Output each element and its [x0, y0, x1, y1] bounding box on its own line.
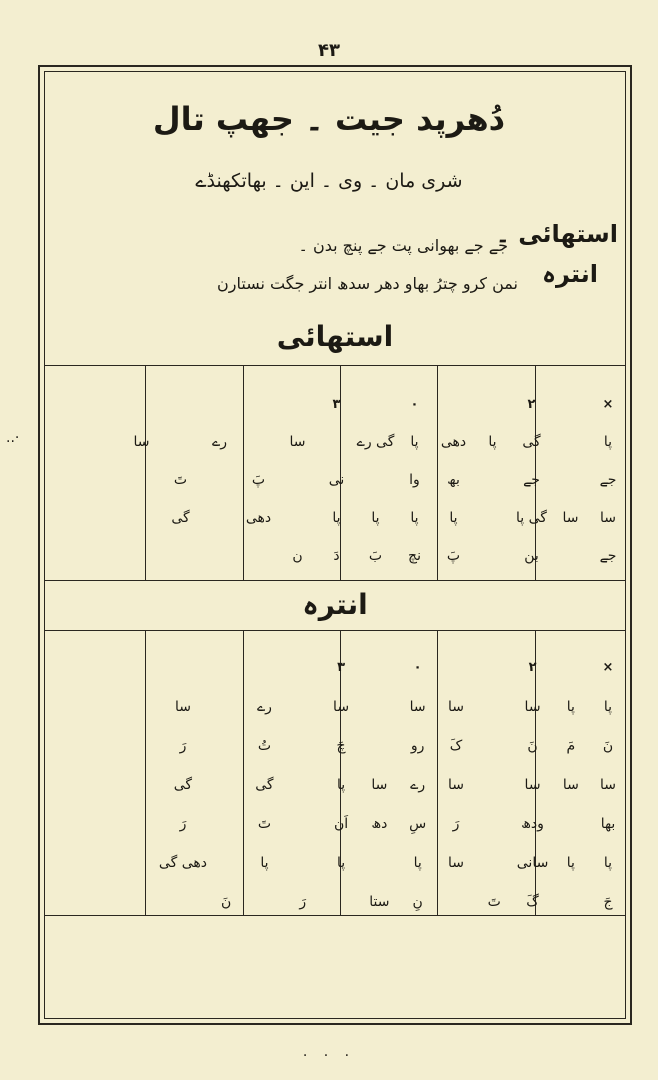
notation-cell: سا	[333, 698, 350, 715]
notation-cell: پا	[603, 434, 613, 450]
notation-cell: دھ	[371, 815, 388, 832]
notation-cell: سا	[174, 698, 191, 715]
beat-marker: ۲	[528, 660, 537, 675]
notation-cell: تَ	[173, 472, 188, 488]
antra-heading: انترہ	[302, 588, 368, 621]
notation-cell: سا	[409, 698, 426, 715]
notation-cell: رَ	[179, 815, 187, 832]
notation-cell: تُ	[257, 737, 272, 754]
notation-cell: پا	[413, 854, 422, 871]
notation-cell: پا	[488, 434, 497, 450]
notation-cell: مَ	[566, 737, 576, 754]
beat-marker: ×	[602, 396, 614, 412]
beat-marker: ×	[602, 660, 614, 675]
notation-cell: بَ	[368, 548, 383, 564]
notation-cell: پا	[603, 698, 613, 715]
notation-cell: اَن	[333, 815, 349, 832]
notation-cell: گی پا	[516, 510, 547, 526]
notation-cell: سِ	[409, 815, 427, 832]
notation-cell: گی	[522, 434, 541, 450]
notation-cell: پَ	[446, 548, 461, 564]
bottom-marks: · · ·	[302, 1048, 356, 1064]
notation-cell: رَ	[452, 815, 460, 832]
antra-intro-label: انترہ	[541, 260, 598, 288]
beat-marker: ۳	[332, 396, 341, 412]
sthai-notation-grid	[44, 385, 626, 575]
notation-cell: جَ	[603, 893, 613, 910]
notation-cell: سا	[447, 698, 464, 715]
notation-cell: سا	[562, 510, 579, 526]
notation-cell: سا	[289, 434, 306, 450]
notation-cell: نَ	[221, 893, 232, 910]
notation-cell: پا	[336, 854, 346, 871]
notation-cell: پا	[566, 854, 575, 871]
notation-cell: دھی گی	[158, 854, 207, 871]
notation-cell: دھی	[440, 434, 467, 450]
page-title: دُھرپد جیت ۔ جھپ تال	[152, 100, 506, 138]
notation-cell: تَ	[487, 893, 501, 910]
beat-marker: ۳	[337, 660, 346, 675]
notation-cell: رَ	[179, 737, 187, 754]
notation-cell: جے	[599, 472, 617, 488]
notation-cell: پا	[449, 510, 458, 526]
notation-cell: بن	[524, 548, 539, 564]
notation-cell: پا	[371, 510, 380, 526]
notation-cell: سا	[371, 776, 388, 793]
notation-cell: سا	[447, 776, 464, 793]
notation-cell: وا	[409, 472, 420, 488]
notation-cell: سانی	[516, 854, 549, 871]
antra-intro-text: نمن کرو چترُ بھاو دھر سدھ انتر جگت نستارن	[217, 274, 518, 293]
beat-marker: ۲	[527, 396, 536, 412]
notation-cell: نَ	[602, 737, 614, 754]
notation-cell: سا	[600, 510, 616, 526]
notation-cell: جے	[523, 472, 540, 488]
notation-cell: بھ	[447, 472, 460, 488]
notation-cell: پا	[332, 510, 341, 526]
notation-cell: نی	[328, 472, 345, 488]
table-divider	[44, 630, 626, 631]
notation-cell: گی	[173, 776, 193, 793]
beat-marker: ۰	[410, 396, 419, 412]
notation-cell: پا	[410, 434, 419, 450]
notation-cell: تَ	[257, 815, 272, 832]
notation-cell: رَ	[299, 893, 307, 910]
notation-cell: سا	[562, 776, 579, 793]
table-divider	[44, 365, 626, 366]
notation-cell: سا	[524, 698, 541, 715]
notation-cell: پا	[410, 510, 419, 526]
notation-cell: پا	[260, 854, 269, 871]
page-number: ۴۳	[318, 40, 340, 61]
sthai-intro-label: استھائی ۔	[495, 220, 618, 248]
notation-cell: رو	[410, 737, 425, 754]
table-divider	[44, 915, 626, 916]
notation-cell: ودھ	[521, 815, 544, 832]
notation-cell: سا	[447, 854, 464, 871]
notation-cell: دھی	[245, 510, 272, 526]
notation-cell: بھا	[600, 815, 616, 832]
notation-cell: گَ	[526, 893, 539, 910]
notation-cell: پَ	[251, 472, 266, 488]
notation-cell: چَ	[336, 737, 346, 754]
notation-cell: پا	[603, 854, 613, 871]
notation-cell: سا	[600, 776, 616, 793]
notation-cell: نِ	[412, 893, 423, 910]
notation-cell: رے	[256, 698, 272, 715]
notation-cell: کَ	[449, 737, 463, 754]
composer-credit: شری مان ۔ وی ۔ این ۔ بھاتکھنڈے	[195, 170, 463, 192]
notation-cell: نَ	[527, 737, 538, 754]
notation-cell: ن	[292, 548, 303, 564]
sthai-intro-text: جے جے بھوانی پت جے پنچ بدن ۔	[298, 236, 508, 255]
notation-cell: گی رے	[356, 434, 395, 450]
table-divider	[44, 580, 626, 581]
notation-cell: رے	[410, 776, 426, 793]
antra-notation-grid	[44, 648, 626, 921]
notation-cell: سا	[524, 776, 541, 793]
notation-cell: دَ	[333, 548, 340, 564]
sthai-heading: استھائی	[276, 320, 394, 353]
notation-cell: سا	[133, 434, 150, 450]
margin-marks: ..·	[6, 430, 20, 446]
notation-cell: پا	[336, 776, 346, 793]
notation-cell: گی	[171, 510, 190, 526]
notation-cell: رے	[212, 434, 227, 450]
notation-cell: پا	[566, 698, 575, 715]
notation-cell: نچ	[408, 548, 421, 564]
notation-cell: جے	[599, 548, 617, 564]
beat-marker: ۰	[413, 660, 422, 675]
notation-cell: ستا	[369, 893, 390, 910]
notation-cell: گی	[255, 776, 274, 793]
